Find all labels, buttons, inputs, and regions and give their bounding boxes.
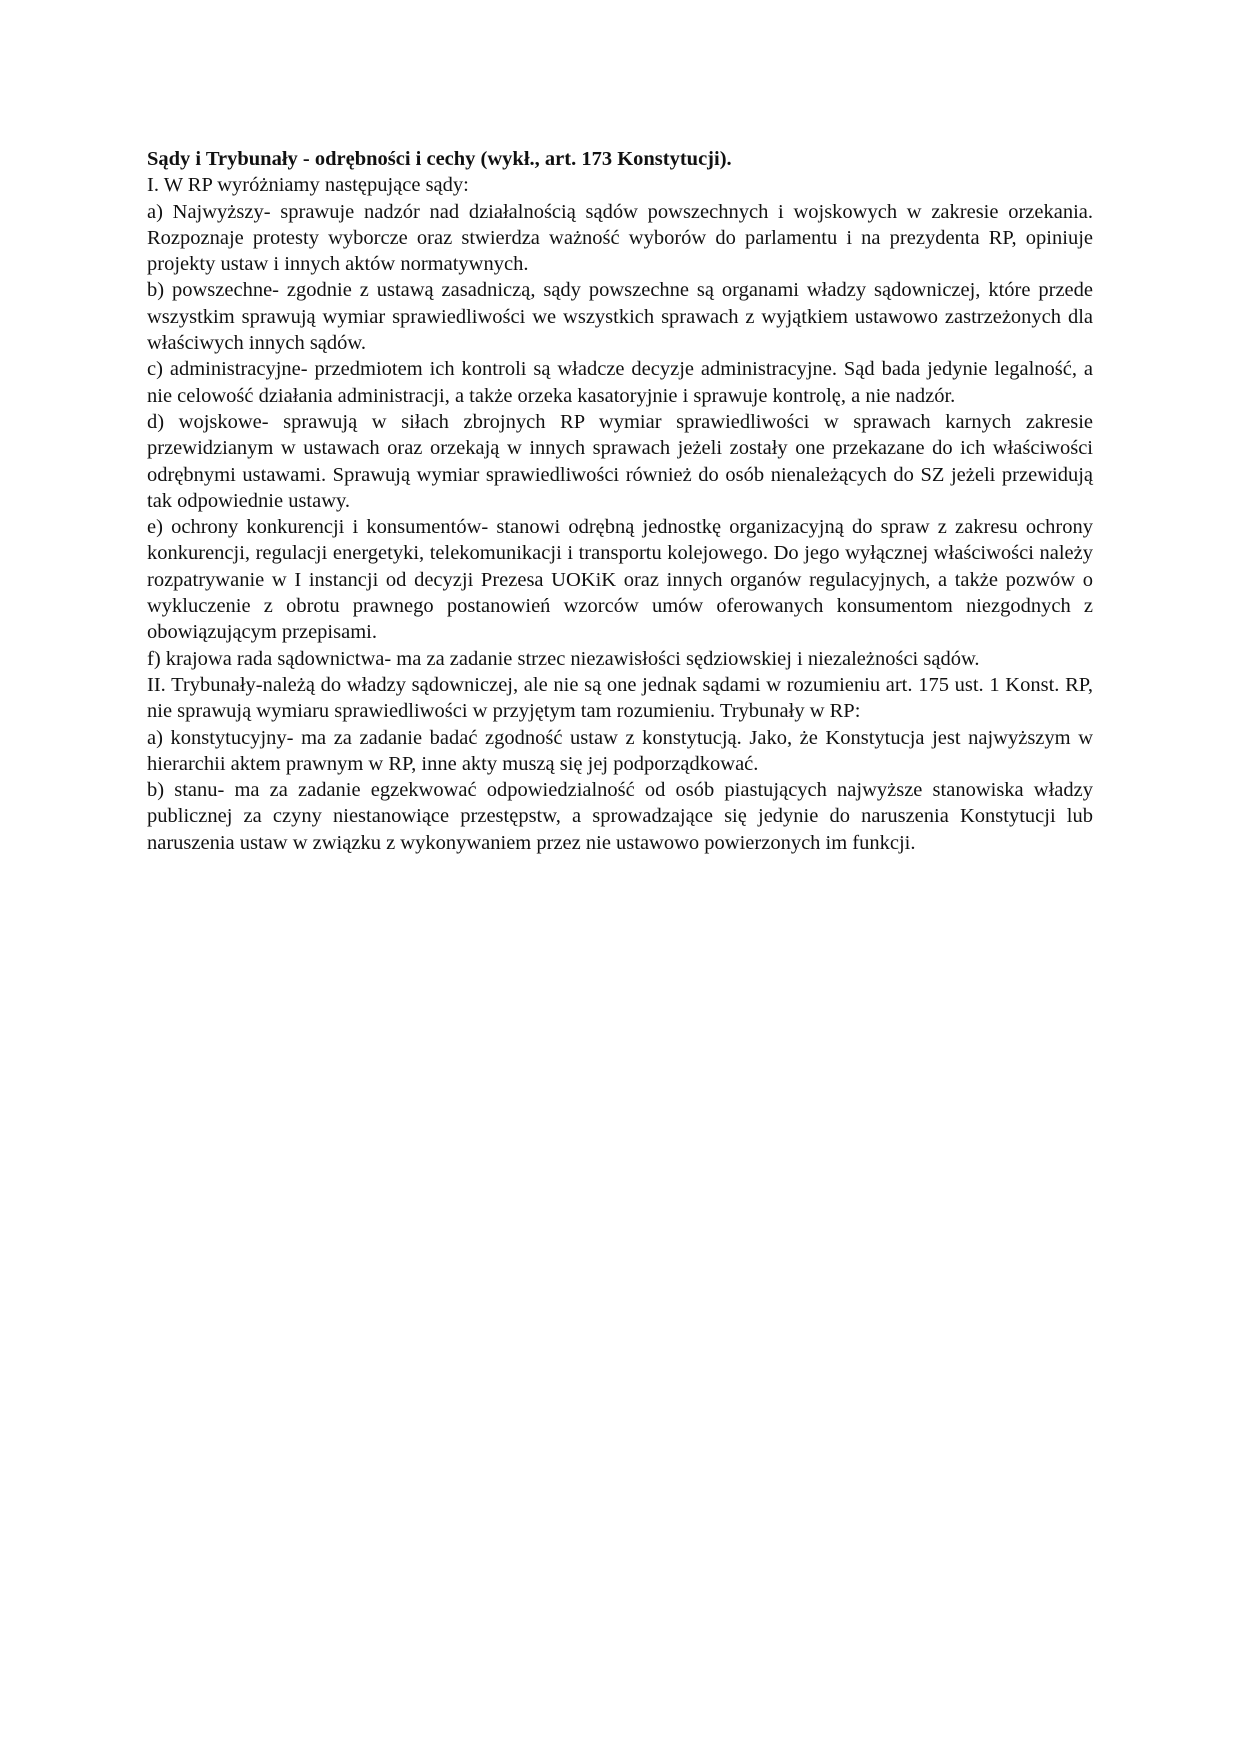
- paragraph-supreme-court: a) Najwyższy- sprawuje nadzór nad działalnością sądów powszechnych i wojskowych w zakresie orzekania. Rozpoznaje protesty wyborcze oraz stwierdza ważność wyborów do parlamentu i na prezydenta RP, opiniuje projekty ustaw i innych aktów normatywnych.: [147, 200, 1093, 276]
- paragraph-administrative-courts: c) administracyjne- przedmiotem ich kontroli są władcze decyzje administracyjne. Sąd bada jedynie legalność, a nie celowość działania administracji, a także orzeka kasatoryjnie i sprawuje kontrolę, a nie nadzór.: [147, 358, 1093, 407]
- document-page: [147, 146, 1093, 856]
- paragraph-national-judicial-council: f) krajowa rada sądownictwa- ma za zadanie strzec niezawisłości sędziowskiej i niezależności sądów.: [147, 647, 980, 670]
- paragraph-intro-courts: I. W RP wyróżniamy następujące sądy:: [147, 174, 469, 197]
- paragraph-competition-court: e) ochrony konkurencji i konsumentów- stanowi odrębną jednostkę organizacyjną do spraw z zakresu ochrony konkurencji, regulacji energetyki, telekomunikacji i transportu kolejowego. Do jego wyłącznej właściwości należy rozpatrywanie w I instancji od decyzji Prezesa UOKiK oraz innych organów regulacyjnych, a także pozwów o wykluczenie z obrotu prawnego postanowień wzorców umów oferowanych konsumentom niezgodnych z obowiązującym przepisami.: [147, 516, 1093, 644]
- paragraph-constitutional-tribunal: a) konstytucyjny- ma za zadanie badać zgodność ustaw z konstytucją. Jako, że Konstytucja jest najwyższym w hierarchii aktem prawnym w RP, inne akty muszą się jej podporządkować.: [147, 726, 1093, 775]
- paragraph-military-courts: d) wojskowe- sprawują w siłach zbrojnych RP wymiar sprawiedliwości w sprawach karnych zakresie przewidzianym w ustawach oraz orzekają w innych sprawach jeżeli zostały one przekazane do ich właściwości odrębnymi ustawami. Sprawują wymiar sprawiedliwości również do osób nienależących do SZ jeżeli przewidują tak odpowiednie ustawy.: [147, 410, 1093, 512]
- paragraph-common-courts: b) powszechne- zgodnie z ustawą zasadniczą, sądy powszechne są organami władzy sądowniczej, które przede wszystkim sprawują wymiar sprawiedliwości we wszystkich sprawach z wyjątkiem ustawowo zastrzeżonych dla właściwych innych sądów.: [147, 279, 1093, 355]
- paragraph-intro-tribunals: II. Trybunały-należą do władzy sądowniczej, ale nie są one jednak sądami w rozumieniu art. 175 ust. 1 Konst. RP, nie sprawują wymiaru sprawiedliwości w przyjętym tam rozumieniu. Trybunały w RP:: [147, 673, 1093, 723]
- document-title: Sądy i Trybunały - odrębności i cechy (wykł., art. 173 Konstytucji).: [147, 148, 732, 170]
- paragraph-state-tribunal: b) stanu- ma za zadanie egzekwować odpowiedzialność od osób piastujących najwyższe stanowiska władzy publicznej za czyny niestanowiące przestępstw, a sprowadzające się jedynie do naruszenia Konstytucji lub naruszenia ustaw w związku z wykonywaniem przez nie ustawowo powierzonych im funkcji.: [147, 779, 1093, 854]
